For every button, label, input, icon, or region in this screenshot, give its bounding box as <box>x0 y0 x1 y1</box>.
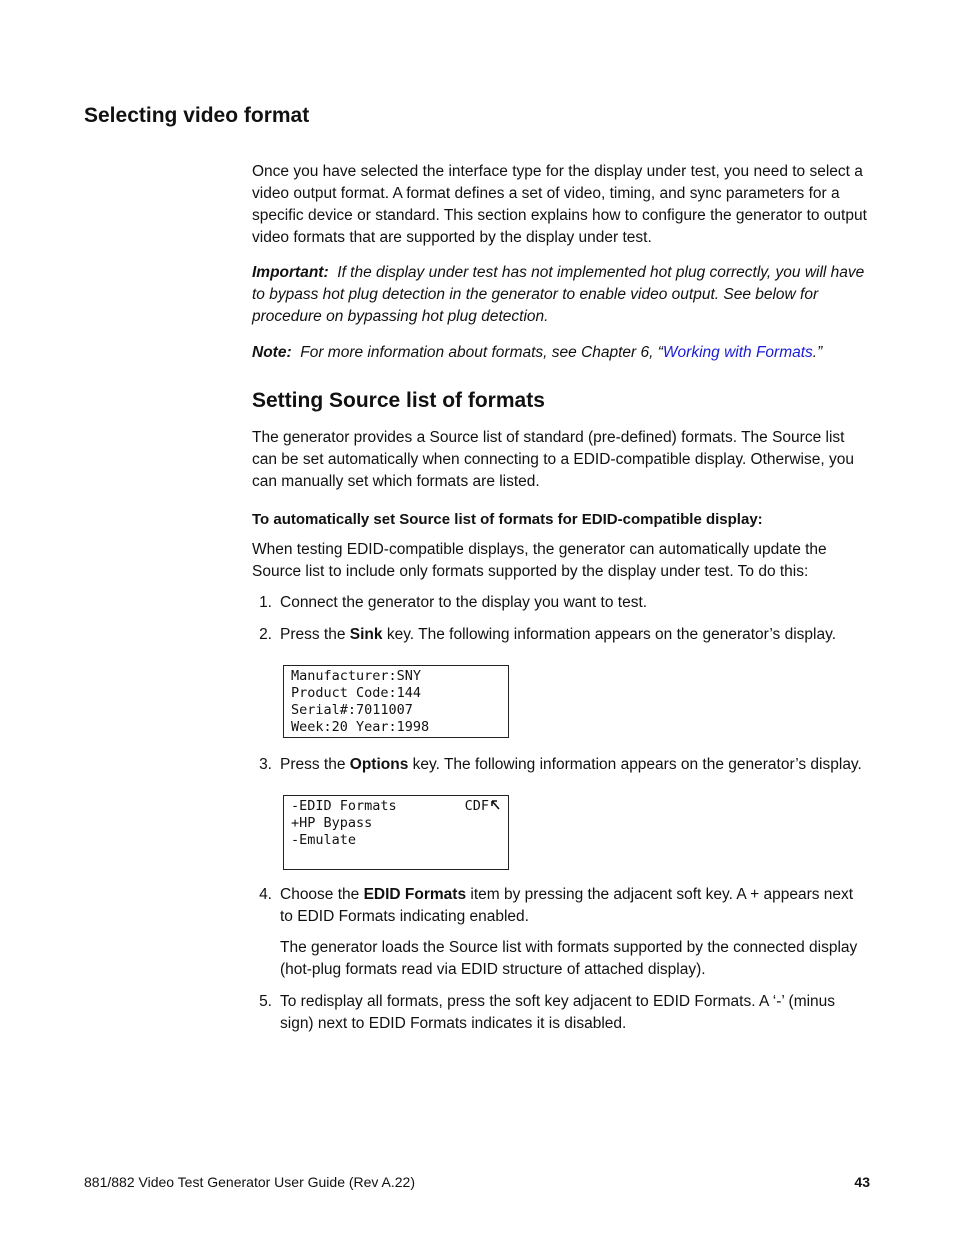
step-text: Connect the generator to the display you want to test. <box>280 594 648 611</box>
section-intro: Once you have selected the interface type for the display under test, you need to select a video output format. A format defines a set of video, timing, and sync parameters for a specific device or standard. This section explains how to configure the generator to output video formats that are supported by the display under test. <box>252 163 867 246</box>
step-number: 5. <box>259 993 272 1010</box>
step-text: Press the Sink key. The following information appears on the generator’s display. <box>280 626 837 643</box>
display-line: -EDID Formats <box>291 798 397 814</box>
important-note <box>252 262 870 328</box>
step-number: 3. <box>259 756 272 773</box>
arrow-up-left-icon <box>491 800 501 811</box>
important-label: Important: <box>252 264 329 281</box>
display-line: +HP Bypass <box>291 815 373 831</box>
step-5 <box>256 991 870 1035</box>
sink-display <box>283 665 509 738</box>
procedure-intro: When testing EDID-compatible displays, the generator can automatically update the Source list to include only formats supported by the display under test. To do this: <box>252 541 827 580</box>
display-line: Week:20 Year:1998 <box>291 719 430 735</box>
display-line: Product Code:144 <box>291 685 422 701</box>
procedure-heading: To automatically set Source list of formats for EDID-compatible display: <box>252 511 763 528</box>
options-display <box>283 795 509 870</box>
step-text: Press the Options key. The following information appears on the generator’s display. <box>280 756 862 773</box>
sink-key: Sink <box>349 626 383 643</box>
step-text: To redisplay all formats, press the soft key adjacent to EDID Formats. A ‘-’ (minus sign) next to EDID Formats indicates it is disabled. <box>280 993 836 1032</box>
step-number: 2. <box>259 626 272 643</box>
footer-title: 881/882 Video Test Generator User Guide (Rev A.22) <box>84 1174 416 1190</box>
options-key: Options <box>349 756 409 773</box>
note-text-after: .” <box>812 344 823 361</box>
important-text: If the display under test has not implemented hot plug correctly, you will have to bypass hot plug detection in the generator to enable video output. See below for procedure on bypassing hot plug detection. <box>252 264 865 325</box>
working-with-formats-link[interactable]: Working with Formats <box>662 344 813 361</box>
subsection-intro: The generator provides a Source list of standard (pre-defined) formats. The Source list can be set automatically when connecting to a EDID-compatible display. Otherwise, you can manually set which formats are listed. <box>252 429 854 490</box>
step-number: 1. <box>259 594 272 611</box>
note-text-before: For more information about formats, see Chapter 6, “ <box>300 344 663 361</box>
step-number: 4. <box>259 886 272 903</box>
display-line: -Emulate <box>291 832 357 848</box>
edid-formats-key: EDID Formats <box>363 886 467 903</box>
step-4-detail: The generator loads the Source list with formats supported by the connected display (hot-plug formats read via EDID structure of attached display). <box>280 939 858 978</box>
step-4 <box>256 884 870 928</box>
section-title: Selecting video format <box>84 104 310 127</box>
cdf-indicator: CDF <box>465 798 501 815</box>
info-note <box>252 342 870 364</box>
page-number: 43 <box>854 1174 870 1190</box>
display-line: Serial#:7011007 <box>291 702 413 718</box>
step-text: Choose the EDID Formats item by pressing the adjacent soft key. A + appears next to EDID Formats indicating enabled. <box>280 886 854 925</box>
note-label: Note: <box>252 344 292 361</box>
display-line: Manufacturer:SNY <box>291 668 422 684</box>
subsection-title: Setting Source list of formats <box>252 389 545 412</box>
